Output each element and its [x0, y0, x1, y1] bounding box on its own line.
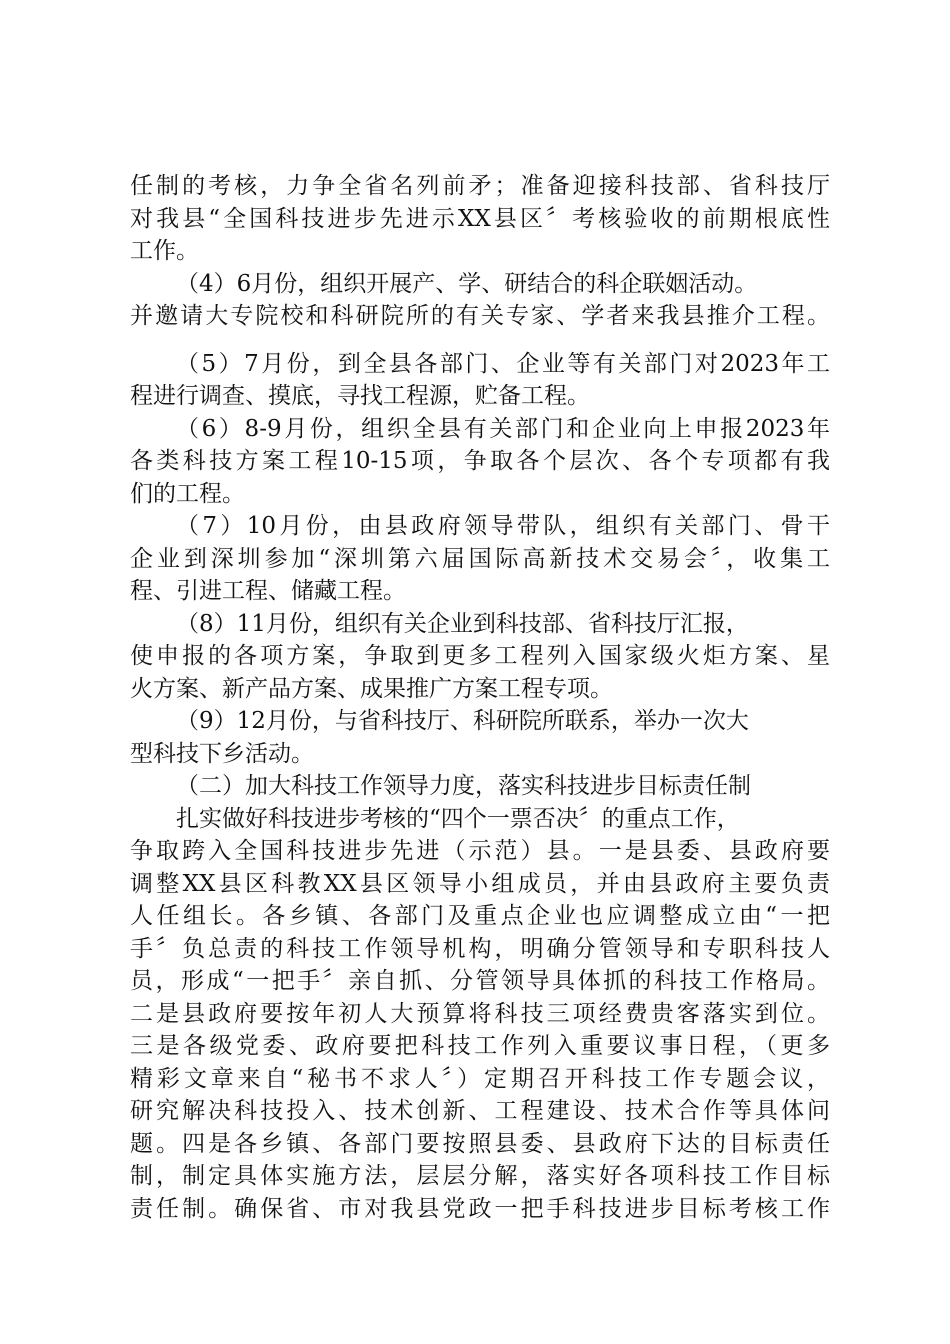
text-line: （7）10月份，由县政府领导带队，组织有关部门、骨干 [176, 513, 830, 539]
text-line: 二是县政府要按年初人大预算将科技三项经费贵客落实到位。 [130, 1000, 830, 1027]
text-line: 们的工程。 [130, 480, 245, 507]
text-line: 各类科技方案工程10-15项，争取各个层次、各个专项都有我 [130, 448, 830, 474]
text-line: 程进行调查、摸底，寻找工程源，贮备工程。 [130, 383, 590, 409]
text-line: 并邀请大专院校和科研院所的有关专家、学者来我县推介工程。 [130, 303, 830, 329]
text-line: （9）12月份，与省科技厅、科研院所联系，举办一次大 [176, 708, 749, 734]
text-line: 型科技下乡活动。 [130, 740, 314, 767]
text-line: 使申报的各项方案，争取到更多工程列入国家级火炬方案、星 [130, 643, 830, 669]
paragraph-gap [130, 333, 830, 348]
text-line: 企业到深圳参加“深圳第六届国际高新技术交易会〞，收集工 [130, 545, 830, 572]
section-heading [130, 770, 830, 803]
section-heading-text: （二）加大科技工作领导力度，落实科技进步目标责任制 [176, 773, 751, 799]
paragraph-item-9 [130, 705, 830, 770]
text-line: 工作。 [130, 238, 199, 264]
paragraph-body [130, 803, 830, 1226]
text-line: 责任制。确保省、市对我县党政一把手科技进步目标考核工作 [130, 1195, 830, 1222]
text-line: 手〞负总责的科技工作领导机构，明确分管领导和专职科技人 [130, 935, 830, 962]
text-line: 人任组长。各乡镇、各部门及重点企业也应调整成立由“一把 [130, 903, 830, 929]
text-line: 火方案、新产品方案、成果推广方案工程专项。 [130, 675, 613, 702]
paragraph-item-8 [130, 608, 830, 706]
paragraph-item-4 [130, 268, 830, 333]
text-line: 扎实做好科技进步考核的“四个一票否决〞的重点工作， [176, 805, 740, 832]
text-line: 题。四是各乡镇、各部门要按照县委、县政府下达的目标责任 [130, 1130, 830, 1157]
text-line: （6）8-9月份，组织全县有关部门和企业向上申报2023年 [176, 415, 830, 442]
text-line: 制，制定具体实施方法，层层分解，落实好各项科技工作目标 [130, 1163, 830, 1189]
text-line: （8）11月份，组织有关企业到科技部、省科技厅汇报， [176, 610, 749, 637]
paragraph-item-5 [130, 348, 830, 413]
text-line: 程、引进工程、储藏工程。 [130, 578, 406, 604]
text-line: 员，形成“一把手〞亲自抓、分管领导具体抓的科技工作格局。 [130, 968, 830, 994]
text-line: 争取跨入全国科技进步先进（示范）县。一是县委、县政府要 [130, 838, 830, 864]
text-line: 精彩文章来自“秘书不求人〞）定期召开科技工作专题会议， [130, 1065, 830, 1092]
text-line: 对我县“全国科技进步先进示XX县区〞考核验收的前期根底性 [130, 205, 830, 232]
text-line: 研究解决科技投入、技术创新、工程建设、技术合作等具体问 [130, 1098, 830, 1124]
paragraph-continued [130, 170, 830, 268]
text-line: 调整XX县区科教XX县区领导小组成员，并由县政府主要负责 [130, 870, 830, 897]
text-line: 三是各级党委、政府要把科技工作列入重要议事日程，（更多 [130, 1033, 830, 1059]
text-line: （4）6月份，组织开展产、学、研结合的科企联姻活动。 [176, 270, 758, 297]
document-page [130, 170, 830, 1225]
paragraph-item-6 [130, 413, 830, 511]
text-line: （5）7月份，到全县各部门、企业等有关部门对2023年工 [176, 350, 830, 377]
text-line: 任制的考核，力争全省名列前矛；准备迎接科技部、省科技厅 [130, 173, 830, 199]
paragraph-item-7 [130, 510, 830, 608]
